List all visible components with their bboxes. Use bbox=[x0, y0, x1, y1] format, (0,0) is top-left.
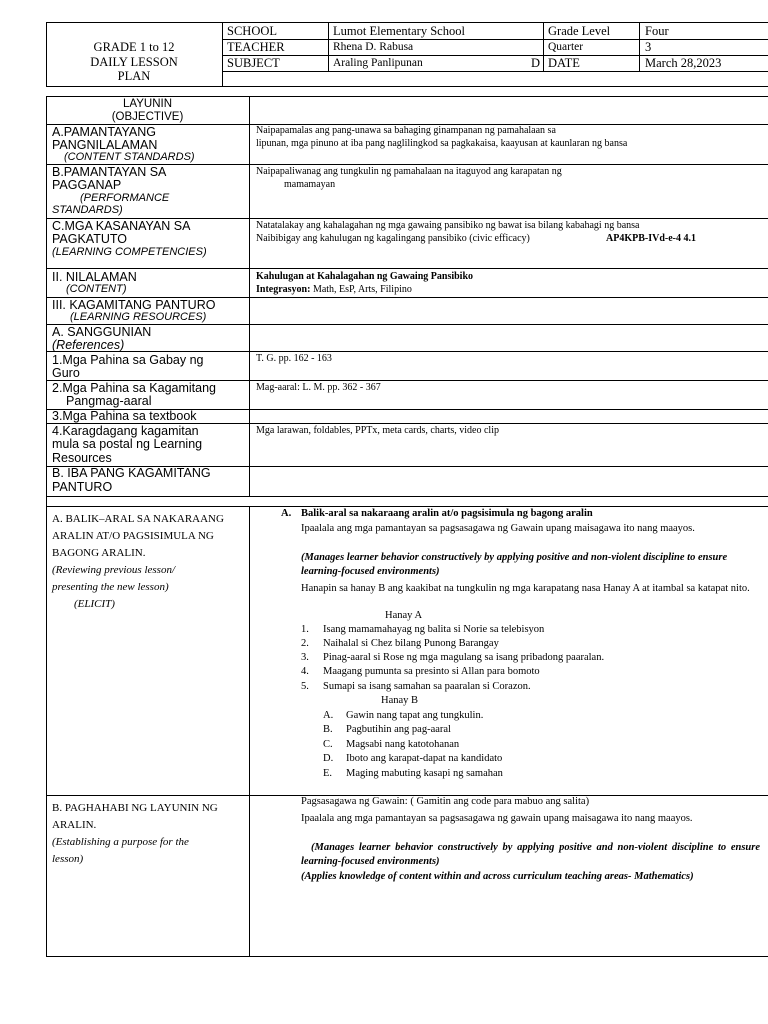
divider bbox=[249, 96, 250, 496]
grade-level-value: Four bbox=[645, 24, 669, 38]
quarter-value: 3 bbox=[645, 40, 652, 54]
list-item-letter: A. bbox=[323, 710, 334, 721]
teacher-value: Rhena D. Rabusa bbox=[333, 41, 414, 53]
content-standards-title-2: PANGNILALAMAN bbox=[52, 138, 158, 152]
activity-reminder: Ipaalala ang mga pamantayan sa pagsasagawa ng gawain upang maisagawa ito nang maayos. bbox=[301, 813, 693, 824]
content-sub: (CONTENT) bbox=[66, 283, 127, 295]
list-item-letter: E. bbox=[323, 768, 333, 779]
additional-materials-title-3: Resources bbox=[52, 451, 112, 465]
performance-standards-title: B.PAMANTAYAN SA bbox=[52, 165, 167, 179]
resources-sub: (LEARNING RESOURCES) bbox=[70, 311, 207, 323]
divider bbox=[46, 268, 768, 269]
purpose-sub-2: lesson) bbox=[52, 853, 84, 865]
review-heading-letter: A. bbox=[281, 508, 292, 519]
review-left bbox=[52, 511, 247, 613]
competencies-text: Natatalakay ang kahalagahan ng mga gawaing pansibiko ng bawat isa bilang kabahagi ng bansa bbox=[256, 220, 640, 231]
school-value: Lumot Elementary School bbox=[333, 24, 465, 38]
elicit-label: (ELICIT) bbox=[74, 598, 115, 610]
divider bbox=[328, 22, 329, 72]
integration-line bbox=[256, 285, 412, 295]
performance-standards-text: Naipapaliwanag ang tungkulin ng pamahalaan na itaguyod ang karapatan ng bbox=[256, 166, 562, 177]
list-item: Gawin nang tapat ang tungkulin. bbox=[346, 710, 484, 721]
purpose-left bbox=[52, 800, 247, 868]
content-standards-text: Naipapamalas ang pang-unawa sa bahaging ginampanan ng pamahalaan sa bbox=[256, 125, 556, 136]
date-label: DATE bbox=[548, 56, 580, 70]
divider bbox=[46, 351, 768, 352]
references-sub: (References) bbox=[52, 338, 125, 352]
divider bbox=[46, 496, 768, 497]
competency-code: AP4KPB-IVd-e-4 4.1 bbox=[606, 233, 696, 244]
review-instruction: Hanapin sa hanay B ang kaakibat na tungkulin ng mga karapatang nasa Hanay A at itambal sa katapat nito. bbox=[301, 583, 750, 594]
school-label: SCHOOL bbox=[227, 24, 278, 38]
list-item: Pinag-aaral si Rose ng mga magulang sa isang pribadong paaralan. bbox=[323, 652, 605, 663]
content-title: II. NILALAMAN bbox=[52, 270, 137, 284]
integration-value: Math, EsP, Arts, Filipino bbox=[312, 284, 412, 295]
review-title-2: ARALIN AT/O PAGSISIMULA NG bbox=[52, 530, 214, 542]
competencies-title: C.MGA KASANAYAN SA bbox=[52, 219, 191, 233]
list-item: Pagbutihin ang pag-aaral bbox=[346, 724, 451, 735]
textbook-title: 3.Mga Pahina sa textbook bbox=[52, 409, 197, 423]
review-reminder: Ipaalala ang mga pamantayan sa pagsasagawa ng Gawain upang maisagawa ito nang maayos. bbox=[301, 523, 695, 534]
additional-materials-title: 4.Karagdagang kagamitan bbox=[52, 424, 199, 438]
subject-label: SUBJECT bbox=[227, 56, 280, 70]
list-item-letter: B. bbox=[323, 724, 333, 735]
layunin-label: LAYUNIN bbox=[123, 98, 172, 110]
review-title: A. BALIK–ARAL SA NAKARAANG bbox=[52, 513, 224, 525]
teacher-guide-title: 1.Mga Pahina sa Gabay ng bbox=[52, 353, 204, 367]
list-item: Iboto ang karapat-dapat na kandidato bbox=[346, 753, 503, 764]
activity-line: Pagsasagawa ng Gawain: ( Gamitin ang code para mabuo ang salita) bbox=[301, 796, 590, 807]
learner-materials-title: 2.Mga Pahina sa Kagamitang bbox=[52, 381, 216, 395]
review-indicator: (Manages learner behavior constructively by applying positive and non-violent discipline to ensure learning-focused environments) bbox=[301, 552, 728, 577]
learner-materials-pages: Mag-aaral: L. M. pp. 362 - 367 bbox=[256, 382, 381, 393]
competencies-title-2: PAGKATUTO bbox=[52, 232, 128, 246]
plan-title-line: PLAN bbox=[117, 69, 151, 83]
list-item-number: 2. bbox=[301, 638, 309, 649]
list-item-number: 5. bbox=[301, 681, 309, 692]
objective-heading bbox=[46, 98, 249, 123]
date-value: March 28,2023 bbox=[645, 56, 722, 70]
references-title: A. SANGGUNIAN bbox=[52, 325, 152, 339]
list-item-number: 3. bbox=[301, 652, 309, 663]
subject-d: D bbox=[531, 56, 541, 70]
plan-title-line: GRADE 1 to 12 bbox=[93, 40, 175, 54]
divider bbox=[249, 506, 250, 957]
review-sub-2: presenting the new lesson) bbox=[52, 581, 169, 593]
resources-title: III. KAGAMITANG PANTURO bbox=[52, 298, 216, 312]
hanay-b-title: Hanay B bbox=[381, 695, 419, 706]
divider bbox=[639, 22, 640, 72]
teacher-guide-title-2: Guro bbox=[52, 366, 80, 380]
competencies-text-2: Naibibigay ang kahulugan ng kagalingang pansibiko (civic efficacy) bbox=[256, 233, 530, 244]
content-standards-title: A.PAMANTAYANG bbox=[52, 125, 156, 139]
review-sub: (Reviewing previous lesson/ bbox=[52, 564, 176, 576]
content-standards-text-2: lipunan, mga pinuno at iba pang naglilingkod sa pagkakaisa, kaayusan at kaunlaran ng bansa bbox=[256, 138, 628, 149]
quarter-label: Quarter bbox=[548, 41, 584, 53]
activity-indicator-2: (Applies knowledge of content within and across curriculum teaching areas- Mathematics) bbox=[301, 871, 694, 882]
activity-indicator: (Manages learner behavior constructively by applying positive and non-violent discipline to ensure learning-focused environments) bbox=[301, 842, 760, 867]
content-topic: Kahulugan at Kahalagahan ng Gawaing Pansibiko bbox=[256, 271, 474, 282]
objective-label: (OBJECTIVE) bbox=[111, 110, 184, 123]
divider bbox=[46, 506, 768, 507]
performance-standards-title-2: PAGGANAP bbox=[52, 178, 122, 192]
other-resources-title: B. IBA PANG KAGAMITANG bbox=[52, 466, 211, 480]
additional-materials-list: Mga larawan, foldables, PPTx, meta cards, charts, video clip bbox=[256, 425, 499, 436]
list-item: Naihalal si Chez bilang Punong Barangay bbox=[323, 638, 499, 649]
list-item-letter: C. bbox=[323, 739, 333, 750]
performance-standards-sub: (PERFORMANCE bbox=[80, 192, 170, 204]
other-resources-title-2: PANTURO bbox=[52, 480, 113, 494]
list-item: Isang mamamahayag ng balita si Norie sa telebisyon bbox=[323, 624, 545, 635]
list-item: Maging mabuting kasapi ng samahan bbox=[346, 768, 503, 779]
review-title-3: BAGONG ARALIN. bbox=[52, 547, 146, 559]
teacher-guide-pages: T. G. pp. 162 - 163 bbox=[256, 353, 332, 364]
hanay-a-title: Hanay A bbox=[385, 610, 423, 621]
subject-value: Araling Panlipunan bbox=[333, 57, 423, 69]
list-item-number: 1. bbox=[301, 624, 309, 635]
additional-materials-title-2: mula sa postal ng Learning bbox=[52, 437, 203, 451]
list-item: Maagang pumunta sa presinto si Allan para bomoto bbox=[323, 666, 540, 677]
learner-materials-title-2: Pangmag-aaral bbox=[66, 394, 152, 408]
purpose-sub: (Establishing a purpose for the bbox=[52, 836, 189, 848]
purpose-title-2: ARALIN. bbox=[52, 819, 97, 831]
review-heading: Balik-aral sa nakaraang aralin at/o pagsisimula ng bagong aralin bbox=[301, 508, 593, 519]
list-item: Magsabi nang katotohanan bbox=[346, 739, 460, 750]
plan-title bbox=[46, 40, 222, 84]
divider bbox=[222, 71, 768, 72]
teacher-label: TEACHER bbox=[227, 40, 285, 54]
divider bbox=[222, 39, 768, 40]
divider bbox=[543, 22, 544, 72]
divider bbox=[46, 324, 768, 325]
content-standards-sub: (CONTENT STANDARDS) bbox=[64, 151, 195, 163]
competencies-sub: (LEARNING COMPETENCIES) bbox=[52, 246, 207, 258]
list-item-letter: D. bbox=[323, 753, 334, 764]
list-item: Sumapi sa isang samahan sa paaralan si Corazon. bbox=[323, 681, 531, 692]
grade-level-label: Grade Level bbox=[548, 24, 611, 38]
purpose-title: B. PAGHAHABI NG LAYUNIN NG bbox=[52, 802, 218, 814]
performance-standards-text-2: mamamayan bbox=[284, 179, 336, 190]
list-item-number: 4. bbox=[301, 666, 309, 677]
integration-label: Integrasyon: bbox=[256, 284, 311, 295]
plan-title-line: DAILY LESSON bbox=[90, 54, 178, 69]
performance-standards-sub-2: STANDARDS) bbox=[52, 204, 123, 216]
